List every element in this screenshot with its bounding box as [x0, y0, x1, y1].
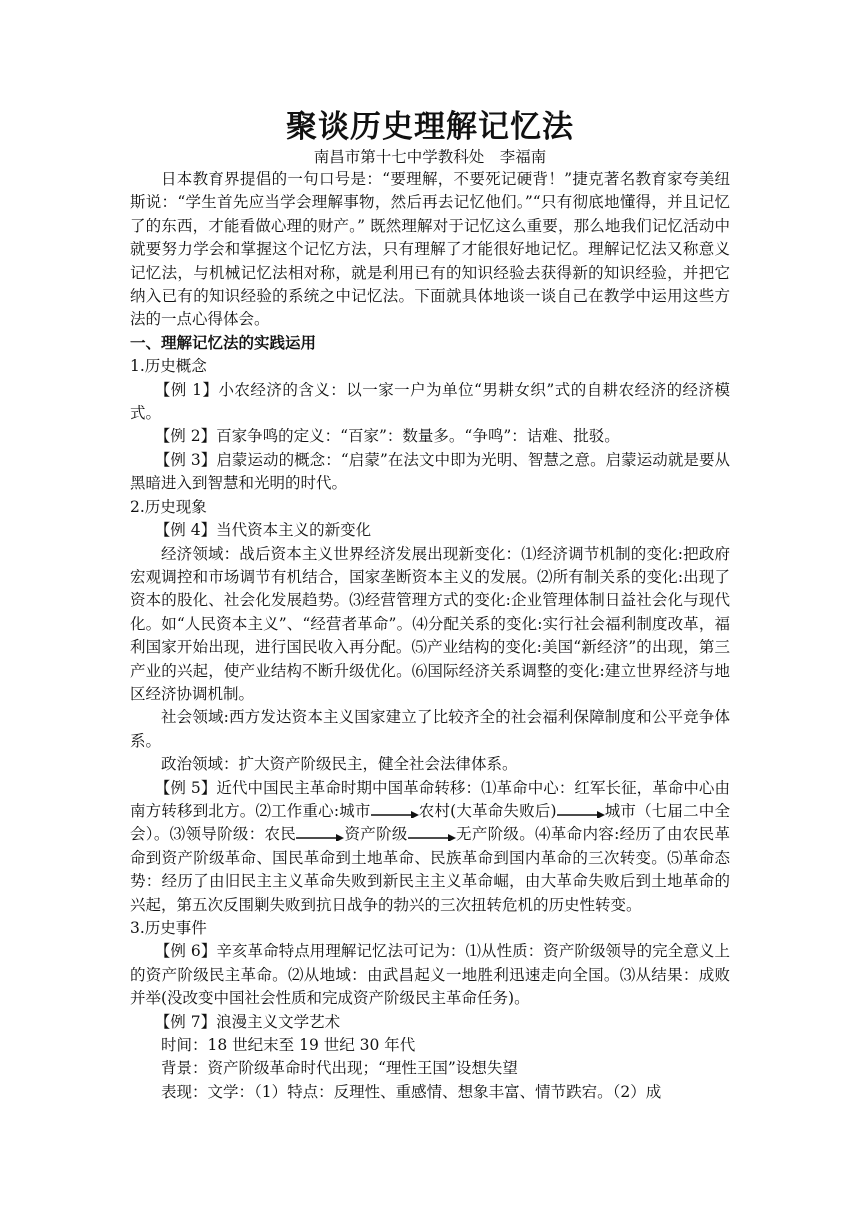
example-5-part-a: 【例 5】近代中国民主革命时期中国革命转移：⑴革命中心：红军长征，革命中心由南方转移到北方。⑵工作重心:城市: [130, 778, 730, 820]
example-5-part-d: 资产阶级: [344, 825, 408, 844]
example-5-part-c: 城市（七届二中全会）。⑶领导阶级：农民: [130, 801, 730, 844]
document-page: [130, 108, 730, 1104]
subheading-concepts: 1.历史概念: [130, 357, 207, 376]
economy-paragraph: 经济领域：战后资本主义世界经济发展出现新变化：⑴经济调节机制的变化:把政府宏观调控和市场调节有机结合，国家垄断资本主义的发展。⑵所有制关系的变化:出现了资本的股化、社会化发展趋势。⑶经营管理方式的变化:企业管理体制日益社会化与现代化。如“人民资本主义”、“经营者革命”。⑷分配关系的变化:实行社会福利制度改革，福利国家开始出现，进行国民收入再分配。⑸产业结构的变化:美国“新经济”的出现，第三产业的兴起，使产业结构不断升级优化。⑹国际经济关系调整的变化:建立世界经济与地区经济协调机制。: [130, 544, 730, 703]
right-arrow-icon: [408, 829, 456, 841]
subheading-events: 3.历史事件: [130, 919, 207, 937]
example-5-part-e: 无产阶级。⑷革命内容:经历了由农民革命到资产阶级革命、国民革命到土地革命、民族革命到国内革命的三次转变。⑸革命态势：经历了由旧民主主义革命失败到新民主主义革命崛，由大革命失败后到土地革命的兴起，第五次反围剿失败到抗日战争的勃兴的三次扭转危机的历史性转变。: [130, 825, 730, 914]
section-heading-1: 一、理解记忆法的实践运用: [130, 333, 317, 352]
right-arrow-icon: [557, 806, 605, 818]
example-2: 【例 2】百家争鸣的定义：“百家”：数量多。“争鸣”：诘难、批驳。: [154, 427, 620, 446]
example-4: 【例 4】当代资本主义的新变化: [154, 521, 372, 540]
document-title: 聚谈历史理解记忆法: [286, 109, 574, 145]
example-5: [130, 777, 730, 917]
politics-paragraph: 政治领域：扩大资产阶级民主，健全社会法律体系。: [161, 755, 518, 774]
romanticism-time: 时间：18 世纪末至 19 世纪 30 年代: [161, 1036, 416, 1055]
intro-paragraph: 日本教育界提倡的一句口号是：“要理解，不要死记硬背！”捷克著名教育家夸美纽斯说：“学生首先应当学会理解事物，然后再去记忆他们。”“只有彻底地懂得，并且记忆了的东西，才能看做心理的财产。” 既然理解对于记忆这么重要，那么地我们记忆活动中就要努力学会和掌握这个记忆方法，只有理解了才能很好地记忆。理解记忆法又称意义记忆法，与机械记忆法相对称，就是利用已有的知识经验去获得新的知识经验，并把它纳入已有的知识经验的系统之中记忆法。下面就具体地谈一谈自己在教学中运用这些方法的一点心得体会。: [130, 170, 730, 329]
romanticism-background: 背景：资产阶级革命时代出现；“理性王国”设想失望: [161, 1059, 518, 1078]
example-5-part-b: 农村(大革命失败后): [418, 801, 557, 820]
right-arrow-icon: [371, 806, 419, 818]
society-paragraph: 社会领域:西方发达资本主义国家建立了比较齐全的社会福利保障制度和公平竞争体系。: [130, 708, 730, 750]
example-6: 【例 6】辛亥革命特点用理解记忆法可记为：⑴从性质：资产阶级领导的完全意义上的资产阶级民主革命。⑵从地域：由武昌起义一地胜利迅速走向全国。⑶从结果：成败并举(没改变中国社会性质和完成资产阶级民主革命任务)。: [130, 942, 730, 1008]
subheading-phenomena: 2.历史现象: [130, 497, 207, 516]
example-1: 【例 1】小农经济的含义：以一家一户为单位“男耕女织”式的自耕农经济的经济模式。: [130, 380, 730, 423]
romanticism-performance: 表现：文学：（1）特点：反理性、重感情、想象丰富、情节跌宕。（2）成: [161, 1082, 662, 1101]
example-7: 【例 7】浪漫主义文学艺术: [154, 1012, 341, 1031]
right-arrow-icon: [296, 829, 344, 841]
example-3: 【例 3】启蒙运动的概念：“启蒙”在法文中即为光明、智慧之意。启蒙运动就是要从黑暗进入到智慧和光明的时代。: [130, 450, 730, 493]
author-line: 南昌市第十七中学教科处 李福南: [313, 148, 547, 166]
